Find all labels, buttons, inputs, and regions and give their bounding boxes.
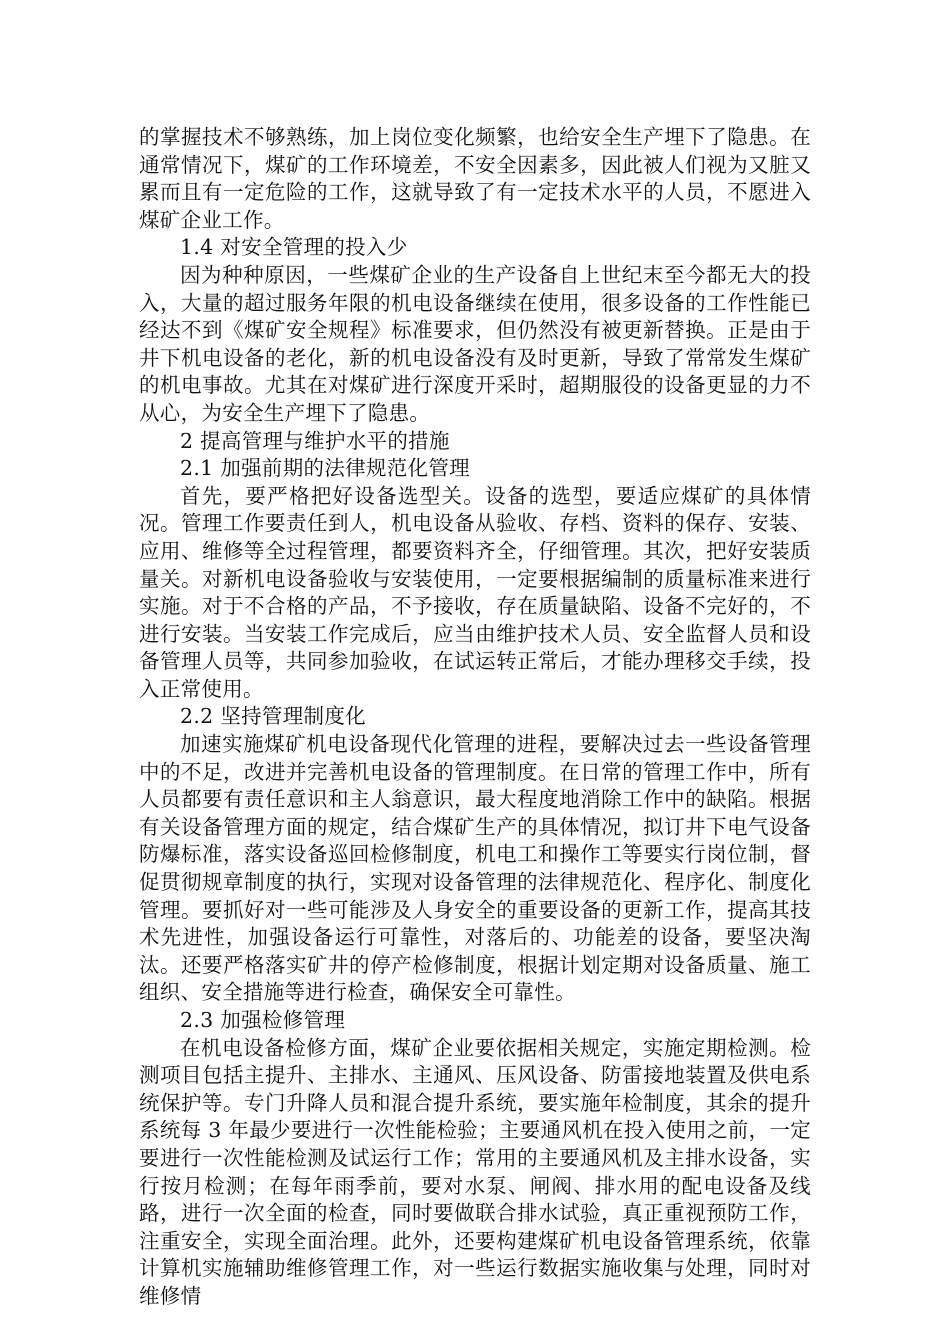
section-heading-2-2: 2.2 坚持管理制度化 [180, 704, 366, 729]
paragraph-legal-management: 首先，要严格把好设备选型关。设备的选型，要适应煤矿的具体情况。管理工作要责任到人，机电设备从验收、存档、资料的保存、安装、应用、维修等全过程管理，都要资料齐全，仔细管理。其次，把好安装质量关。对新机电设备验收与安装使用，一定要根据编制的质量标准来进行实施。对于不合格的产品，不予接收，存在质量缺陷、设备不完好的，不进行安装。当安装工作完成后，应当由维护技术人员、安全监督人员和设备管理人员等，共同参加验收，在试运转正常后，才能办理移交手续，投入正常使用。 [139, 483, 811, 701]
section-heading-2-3: 2.3 加强检修管理 [180, 1008, 346, 1032]
paragraph-continuation: 的掌握技术不够熟练，加上岗位变化频繁，也给安全生产埋下了隐患。在通常情况下，煤矿的工作环境差，不安全因素多，因此被人们视为又脏又累而且有一定危险的工作，这就导致了有一定技术水平的人员，不愿进入煤矿企业工作。 [139, 125, 811, 232]
section-heading-2-1: 2.1 加强前期的法律规范化管理 [180, 456, 470, 481]
paragraph-investment: 因为种种原因，一些煤矿企业的生产设备自上世纪末至今都无大的投入，大量的超过服务年限的机电设备继续在使用，很多设备的工作性能已经达不到《煤矿安全规程》标准要求，但仍然没有被更新替换。正是由于井下机电设备的老化，新的机电设备没有及时更新，导致了常常发生煤矿的机电事故。尤其在对煤矿进行深度开采时，超期服役的设备更显的力不从心，为安全生产埋下了隐患。 [139, 262, 811, 425]
section-heading-2: 2 提高管理与维护水平的措施 [180, 428, 450, 453]
section-heading-1-4: 1.4 对安全管理的投入少 [180, 235, 408, 260]
paragraph-institutionalization: 加速实施煤矿机电设备现代化管理的进程，要解决过去一些设备管理中的不足，改进并完善机电设备的管理制度。在日常的管理工作中，所有人员都要有责任意识和主人翁意识，最大程度地消除工作中的缺陷。根据有关设备管理方面的规定，结合煤矿生产的具体情况，拟订井下电气设备防爆标准，落实设备巡回检修制度，机电工和操作工等要实行岗位制，督促贯彻规章制度的执行，实现对设备管理的法律规范化、程序化、制度化管理。要抓好对一些可能涉及人身安全的重要设备的更新工作，提高其技术先进性，加强设备运行可靠性，对落后的、功能差的设备，要坚决淘汰。还要严格落实矿井的停产检修制度，根据计划定期对设备质量、施工组织、安全措施等进行检查，确保安全可靠性。 [139, 732, 811, 1005]
paragraph-maintenance: 在机电设备检修方面，煤矿企业要依据相关规定，实施定期检测。检测项目包括主提升、主排水、主通风、压风设备、防雷接地装置及供电系统保护等。专门升降人员和混合提升系统，要实施年检制度，其余的提升系统每 3 年最少要进行一次性能检验；主要通风机在投入使用之前，一定要进行一次性能检测及试运行工作；常用的主要通风机及主排水设备，实行按月检测；在每年雨季前，要对水泵、闸阀、排水用的配电设备及线路，进行一次全面的检查，同时要做联合排水试验，真正重视预防工作，注重安全，实现全面治理。此外，还要构建煤矿机电设备管理系统，依靠计算机实施辅助维修管理工作，对一些运行数据实施收集与处理，同时对维修情 [139, 1035, 811, 1308]
document-body [139, 124, 811, 1311]
